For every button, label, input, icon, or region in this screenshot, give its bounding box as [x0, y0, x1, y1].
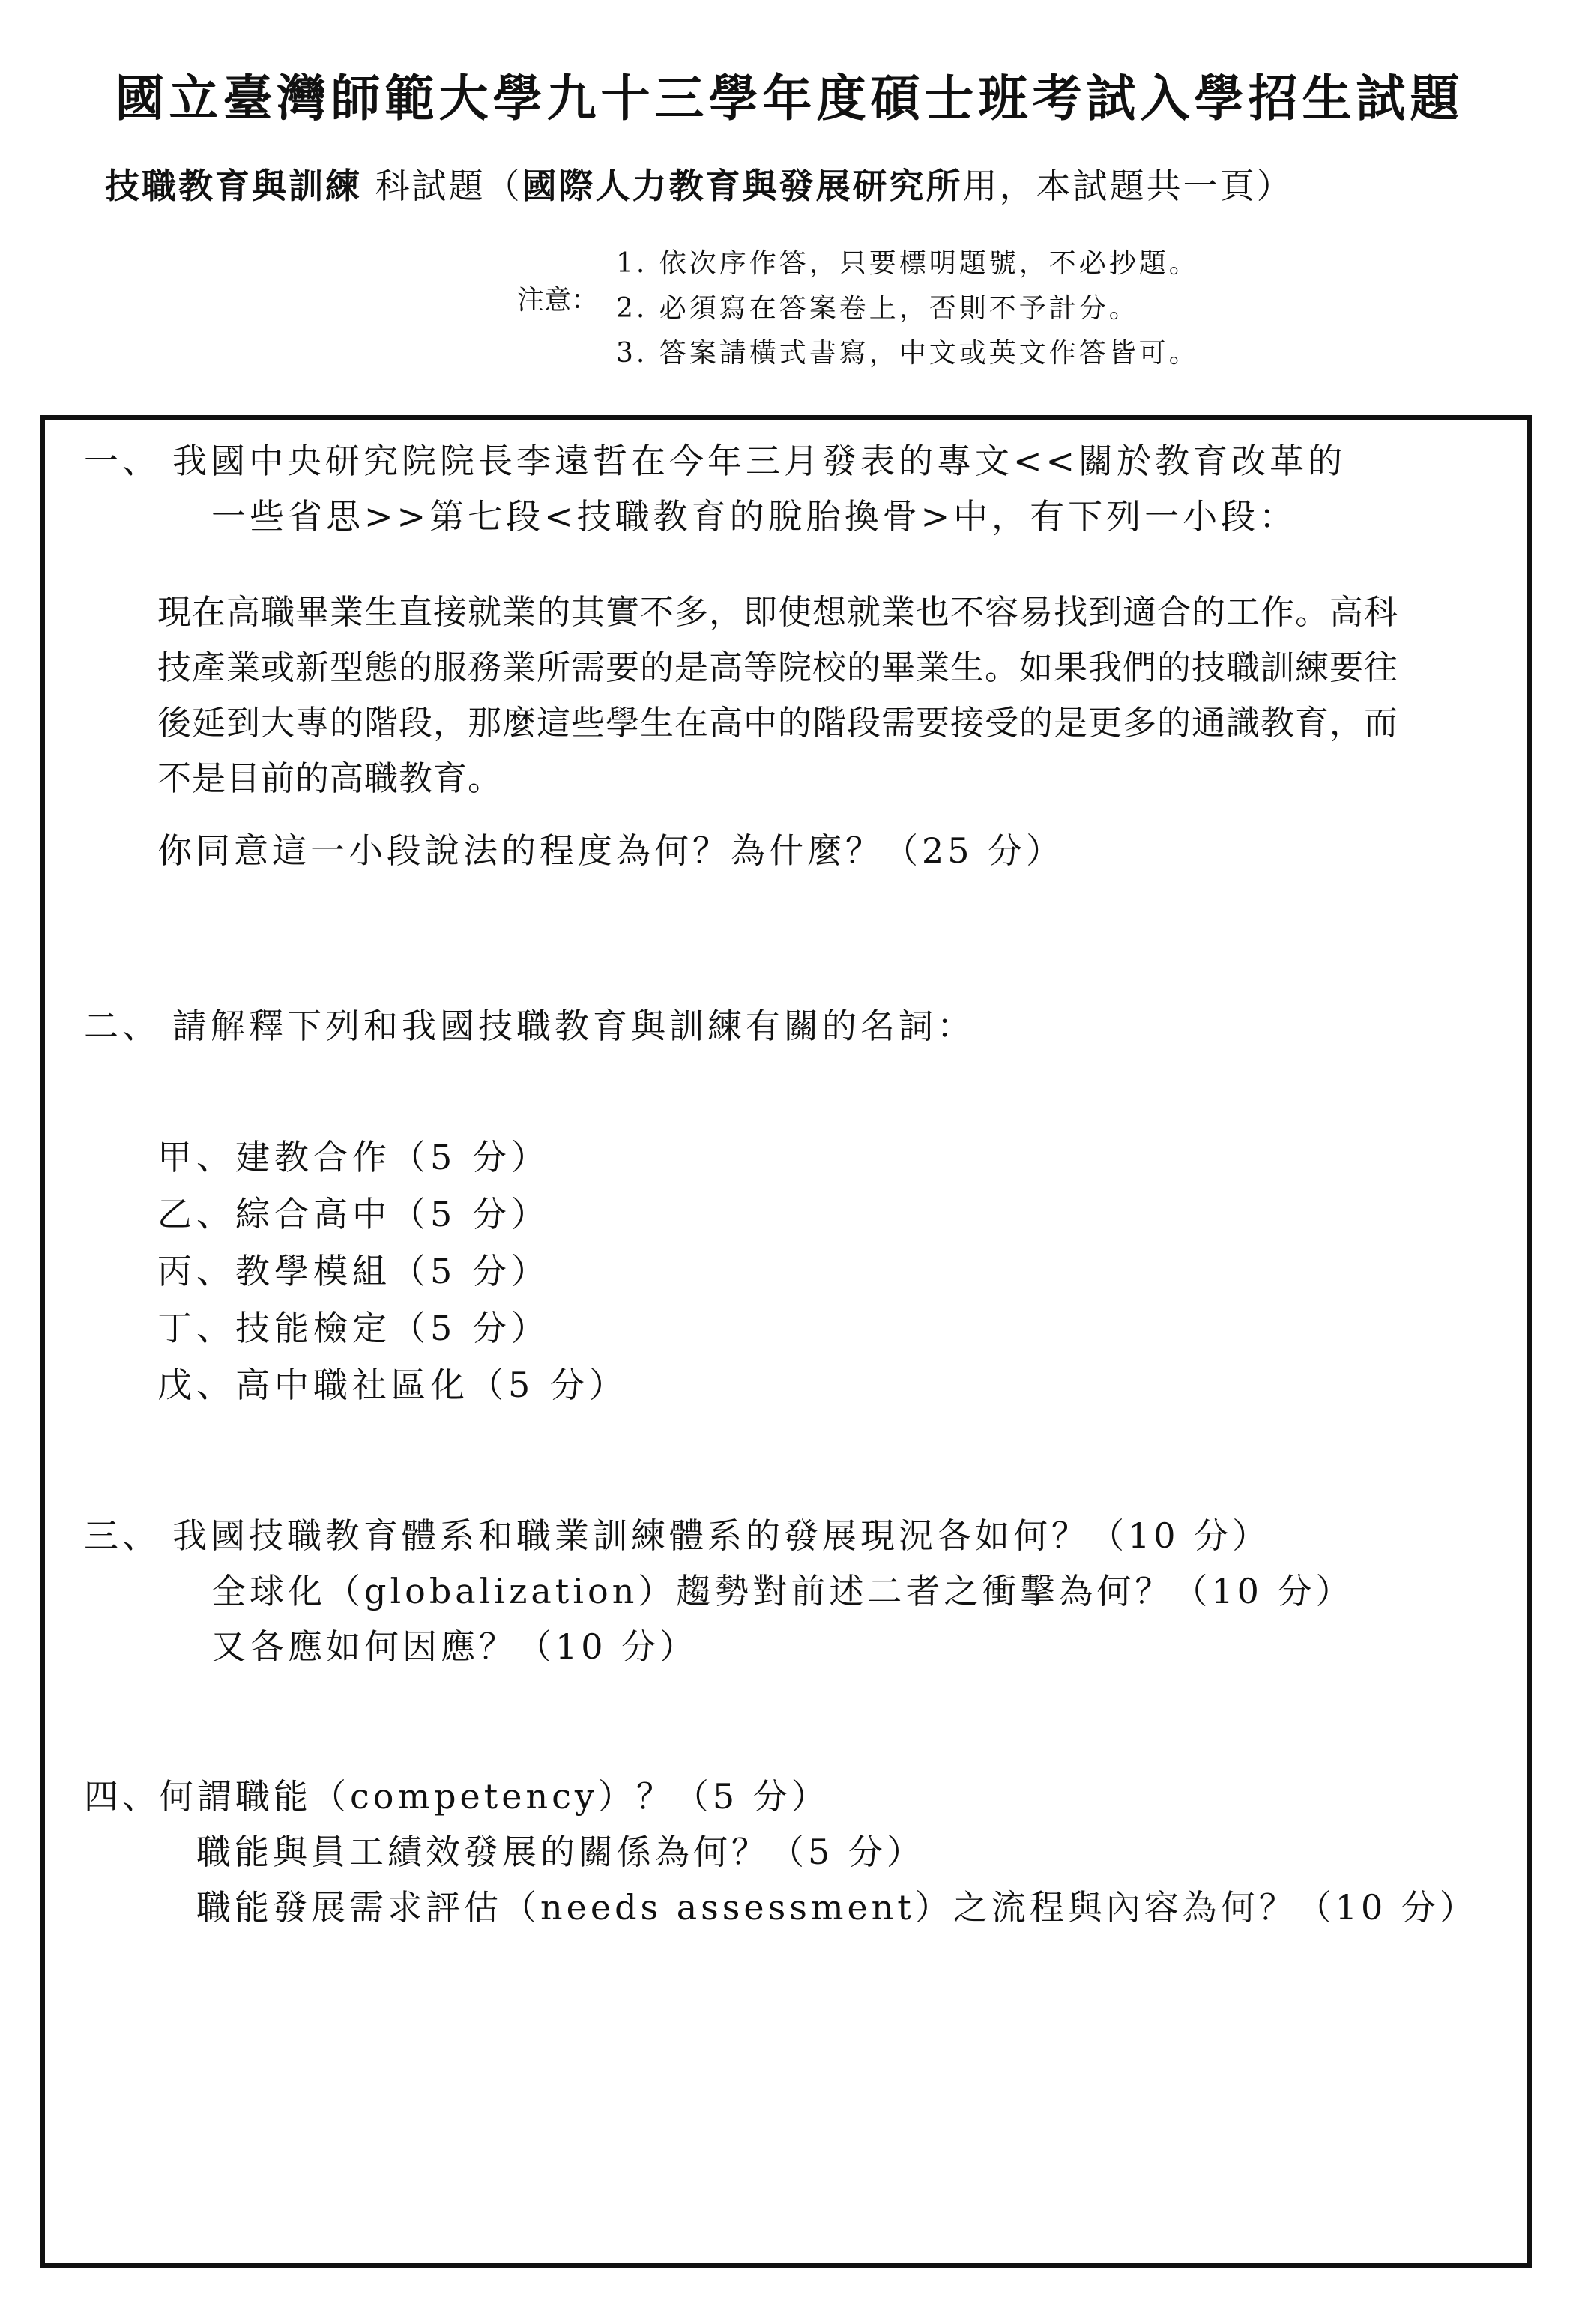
question-1-prompt: 你同意這一小段說法的程度為何？為什麼？（25 分） [157, 830, 1065, 871]
question-line: 請解釋下列和我國技職教育與訓練有關的名詞： [172, 1006, 975, 1046]
question-line: 全球化（globalization）趨勢對前述二者之衝擊為何？（10 分） [211, 1571, 1354, 1611]
department-suffix: 用，本試題共一頁） [962, 166, 1293, 206]
question-line: 一些省思>>第七段<技職教育的脫胎換骨>中，有下列一小段： [211, 496, 1298, 537]
answer-frame [40, 415, 1532, 2268]
department-name: 國際人力教育與發展研究所 [522, 166, 963, 206]
question-line: 又各應如何因應？（10 分） [211, 1626, 698, 1667]
notice-label: 注意： [517, 285, 599, 316]
passage-line: 現在高職畢業生直接就業的其實不多，即使想就業也不容易找到適合的工作。高科 [157, 592, 1399, 632]
question-line: 職能發展需求評估（needs assessment）之流程與內容為何？（10 分） [196, 1887, 1478, 1928]
question-line: 何謂職能（competency）？（5 分） [159, 1776, 830, 1817]
question-number: 三、 [84, 1515, 160, 1556]
subject-name: 技職教育與訓練 [105, 166, 362, 206]
question-line: 職能與員工績效發展的關係為何？（5 分） [196, 1832, 925, 1872]
passage-line: 後延到大專的階段，那麼這些學生在高中的階段需要接受的是更多的通識教育，而 [157, 703, 1399, 743]
question-number: 二、 [84, 1006, 160, 1046]
question-line: 我國中央研究院院長李遠哲在今年三月發表的專文<<關於教育改革的 [172, 441, 1347, 481]
quoted-passage [157, 585, 1398, 806]
passage-line: 不是目前的高職教育。 [157, 758, 503, 798]
term-item: 丁、技能檢定（5 分） [157, 1308, 550, 1348]
exam-subtitle [105, 159, 1293, 208]
exam-title: 國立臺灣師範大學九十三學年度碩士班考試入學招生試題 [115, 69, 1464, 127]
term-list [157, 1129, 628, 1413]
notice-item: 1. 依次序作答，只要標明題號，不必抄題。 [616, 248, 1199, 279]
question-line: 我國技職教育體系和職業訓練體系的發展現況各如何？（10 分） [172, 1515, 1271, 1556]
notice-list [616, 241, 1199, 376]
subject-suffix: 科試題（ [375, 166, 522, 206]
term-item: 戊、高中職社區化（5 分） [157, 1365, 628, 1405]
passage-line: 技產業或新型態的服務業所需要的是高等院校的畢業生。如果我們的技職訓練要往 [157, 648, 1399, 687]
term-item: 丙、教學模組（5 分） [157, 1251, 550, 1291]
notice-item: 3. 答案請橫式書寫，中文或英文作答皆可。 [616, 338, 1199, 369]
question-number: 一、 [84, 441, 160, 481]
question-number: 四、 [84, 1776, 160, 1817]
term-item: 乙、綜合高中（5 分） [157, 1194, 550, 1234]
term-item: 甲、建教合作（5 分） [157, 1137, 550, 1177]
notice-item: 2. 必須寫在答案卷上，否則不予計分。 [616, 293, 1139, 324]
